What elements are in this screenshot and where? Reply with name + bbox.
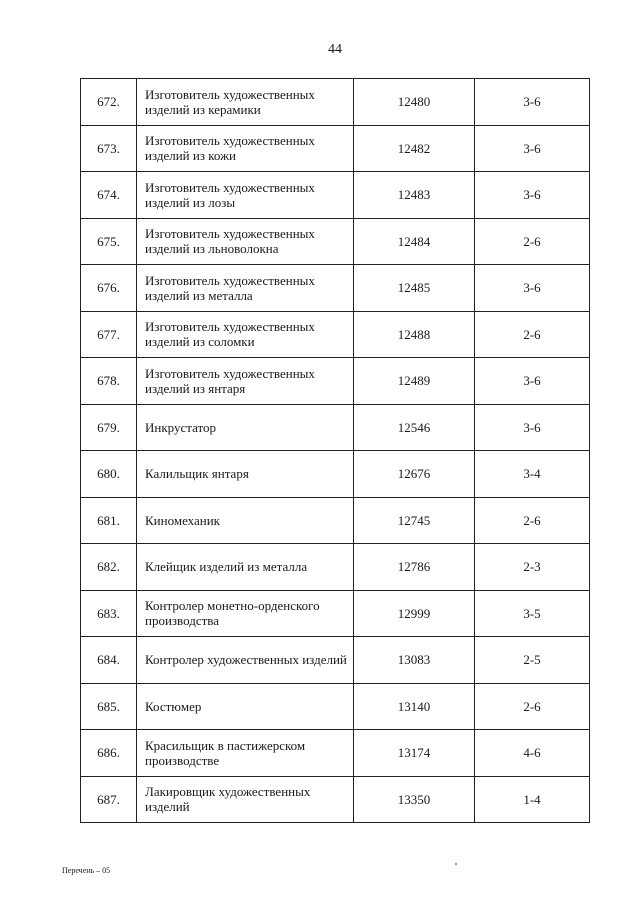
profession-code: 12485	[354, 265, 475, 312]
profession-name: Контролер монетно-орденского производства	[137, 590, 354, 637]
row-number: 682.	[81, 544, 137, 591]
table-row	[81, 544, 590, 591]
grade-range: 3-5	[475, 590, 590, 637]
table-row	[81, 637, 590, 684]
table-row	[81, 497, 590, 544]
row-number: 672.	[81, 79, 137, 126]
row-number: 680.	[81, 451, 137, 498]
profession-name: Калильщик янтаря	[137, 451, 354, 498]
profession-code: 12484	[354, 218, 475, 265]
grade-range: 3-6	[475, 79, 590, 126]
table-row	[81, 172, 590, 219]
profession-name: Изготовитель художественных изделий из соломки	[137, 311, 354, 358]
row-number: 673.	[81, 125, 137, 172]
grade-range: 3-6	[475, 358, 590, 405]
scan-speck	[455, 863, 457, 865]
grade-range: 2-6	[475, 683, 590, 730]
profession-code: 12676	[354, 451, 475, 498]
profession-name: Изготовитель художественных изделий из кожи	[137, 125, 354, 172]
profession-name: Киномеханик	[137, 497, 354, 544]
profession-code: 12786	[354, 544, 475, 591]
page-number: 44	[328, 42, 342, 57]
profession-code: 12483	[354, 172, 475, 219]
table-row	[81, 590, 590, 637]
professions-table	[80, 78, 590, 823]
profession-name: Изготовитель художественных изделий из металла	[137, 265, 354, 312]
profession-name: Изготовитель художественных изделий из керамики	[137, 79, 354, 126]
footer-label: Перечень – 05	[62, 866, 111, 875]
profession-name: Красильщик в пастижерском производстве	[137, 730, 354, 777]
row-number: 679.	[81, 404, 137, 451]
profession-code: 13174	[354, 730, 475, 777]
grade-range: 3-4	[475, 451, 590, 498]
profession-name: Клейщик изделий из металла	[137, 544, 354, 591]
table-row	[81, 730, 590, 777]
grade-range: 2-6	[475, 497, 590, 544]
profession-code: 12480	[354, 79, 475, 126]
profession-code: 12482	[354, 125, 475, 172]
grade-range: 2-5	[475, 637, 590, 684]
profession-name: Инкрустатор	[137, 404, 354, 451]
table-row	[81, 218, 590, 265]
row-number: 675.	[81, 218, 137, 265]
table-row	[81, 451, 590, 498]
profession-code: 12546	[354, 404, 475, 451]
row-number: 681.	[81, 497, 137, 544]
table-row	[81, 404, 590, 451]
table-row	[81, 358, 590, 405]
row-number: 674.	[81, 172, 137, 219]
profession-code: 12999	[354, 590, 475, 637]
profession-code: 13083	[354, 637, 475, 684]
table-row	[81, 265, 590, 312]
profession-name: Изготовитель художественных изделий из лозы	[137, 172, 354, 219]
grade-range: 1-4	[475, 776, 590, 823]
profession-code: 13140	[354, 683, 475, 730]
profession-code: 12745	[354, 497, 475, 544]
row-number: 686.	[81, 730, 137, 777]
table-row	[81, 683, 590, 730]
grade-range: 2-6	[475, 218, 590, 265]
table-body	[81, 79, 590, 823]
grade-range: 3-6	[475, 172, 590, 219]
profession-name: Костюмер	[137, 683, 354, 730]
row-number: 687.	[81, 776, 137, 823]
profession-name: Лакировщик художественных изделий	[137, 776, 354, 823]
table-row	[81, 125, 590, 172]
profession-code: 12488	[354, 311, 475, 358]
row-number: 685.	[81, 683, 137, 730]
table-row	[81, 79, 590, 126]
row-number: 678.	[81, 358, 137, 405]
grade-range: 3-6	[475, 404, 590, 451]
row-number: 683.	[81, 590, 137, 637]
profession-code: 13350	[354, 776, 475, 823]
grade-range: 2-6	[475, 311, 590, 358]
profession-name: Изготовитель художественных изделий из льноволокна	[137, 218, 354, 265]
grade-range: 4-6	[475, 730, 590, 777]
grade-range: 3-6	[475, 125, 590, 172]
grade-range: 3-6	[475, 265, 590, 312]
profession-code: 12489	[354, 358, 475, 405]
profession-name: Изготовитель художественных изделий из янтаря	[137, 358, 354, 405]
table-row	[81, 776, 590, 823]
grade-range: 2-3	[475, 544, 590, 591]
profession-name: Контролер художественных изделий	[137, 637, 354, 684]
row-number: 676.	[81, 265, 137, 312]
table-row	[81, 311, 590, 358]
row-number: 677.	[81, 311, 137, 358]
row-number: 684.	[81, 637, 137, 684]
